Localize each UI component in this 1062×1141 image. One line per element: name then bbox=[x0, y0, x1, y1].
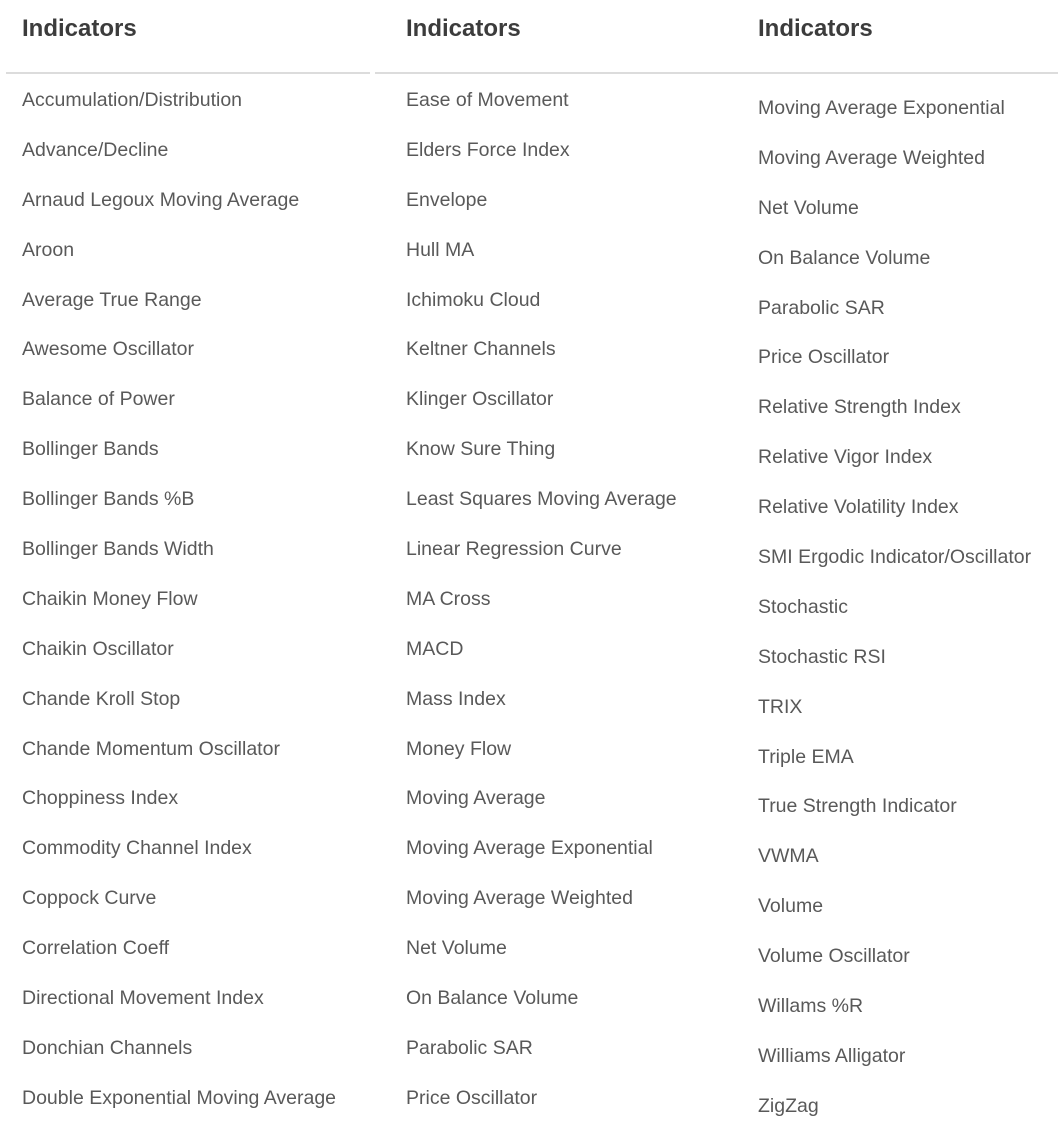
indicator-item[interactable]: Triple EMA bbox=[758, 745, 854, 768]
indicator-item[interactable]: Bollinger Bands Width bbox=[22, 538, 214, 561]
indicator-item[interactable]: Average True Range bbox=[22, 288, 202, 311]
panel-title: Indicators bbox=[406, 15, 521, 42]
indicator-item[interactable]: Chaikin Money Flow bbox=[22, 587, 198, 610]
indicator-item[interactable]: Correlation Coeff bbox=[22, 937, 170, 960]
indicator-item[interactable]: Price Oscillator bbox=[406, 1086, 538, 1109]
indicator-item[interactable]: Double Exponential Moving Average bbox=[22, 1086, 337, 1109]
indicator-item[interactable]: Chaikin Oscillator bbox=[22, 637, 174, 660]
indicator-list bbox=[758, 93, 1031, 1141]
panel-title: Indicators bbox=[758, 15, 873, 42]
indicator-item[interactable]: Williams Alligator bbox=[758, 1044, 906, 1067]
indicator-item[interactable]: Bollinger Bands bbox=[22, 438, 159, 461]
indicator-item[interactable]: Accumulation/Distribution bbox=[22, 89, 243, 111]
indicator-list bbox=[406, 85, 677, 1133]
indicator-item[interactable]: ZigZag bbox=[758, 1094, 819, 1117]
indicator-item[interactable]: Ichimoku Cloud bbox=[406, 288, 541, 311]
indicator-item[interactable]: Net Volume bbox=[406, 937, 507, 960]
indicator-item[interactable]: SMI Ergodic Indicator/Oscillator bbox=[758, 546, 1032, 569]
panel-title: Indicators bbox=[22, 15, 137, 42]
indicator-item[interactable]: Relative Volatility Index bbox=[758, 496, 959, 519]
indicator-item[interactable]: Volume bbox=[758, 895, 824, 918]
indicator-item[interactable]: Net Volume bbox=[758, 196, 859, 219]
indicator-item[interactable]: Advance/Decline bbox=[22, 138, 169, 161]
indicator-item[interactable]: Envelope bbox=[406, 188, 488, 211]
indicator-item[interactable]: Moving Average Exponential bbox=[406, 837, 653, 860]
indicator-item[interactable]: Moving Average Exponential bbox=[758, 97, 1005, 119]
indicator-item[interactable]: Balance of Power bbox=[22, 388, 175, 411]
indicator-item[interactable]: Aroon bbox=[22, 238, 75, 261]
indicator-item[interactable]: Klinger Oscillator bbox=[406, 388, 554, 411]
indicator-item[interactable]: Keltner Channels bbox=[406, 338, 556, 361]
indicator-item[interactable]: On Balance Volume bbox=[758, 246, 931, 269]
indicator-item[interactable]: Elders Force Index bbox=[406, 138, 570, 161]
indicator-item[interactable]: MACD bbox=[406, 637, 464, 660]
indicator-item[interactable]: Awesome Oscillator bbox=[22, 338, 194, 361]
indicator-item[interactable]: Bollinger Bands %B bbox=[22, 488, 195, 511]
indicator-item[interactable]: Know Sure Thing bbox=[406, 438, 556, 461]
indicator-item[interactable]: Chande Momentum Oscillator bbox=[22, 737, 280, 760]
indicator-item[interactable]: Stochastic bbox=[758, 595, 848, 618]
indicator-item[interactable]: Volume Oscillator bbox=[758, 945, 910, 968]
divider bbox=[726, 72, 1058, 74]
indicator-item[interactable]: Moving Average Weighted bbox=[758, 146, 985, 169]
indicator-item[interactable]: VWMA bbox=[758, 845, 819, 868]
indicator-item[interactable]: Relative Vigor Index bbox=[758, 446, 933, 469]
indicator-item[interactable]: Price Oscillator bbox=[758, 346, 890, 369]
indicator-item[interactable]: True Strength Indicator bbox=[758, 795, 957, 818]
indicator-item[interactable]: Arnaud Legoux Moving Average bbox=[22, 188, 300, 211]
indicator-item[interactable]: Relative Strength Index bbox=[758, 396, 961, 419]
divider bbox=[375, 72, 727, 74]
indicator-item[interactable]: Chande Kroll Stop bbox=[22, 687, 181, 710]
indicator-item[interactable]: Donchian Channels bbox=[22, 1036, 193, 1059]
indicator-item[interactable]: Parabolic SAR bbox=[758, 296, 885, 319]
indicator-item[interactable]: MA Cross bbox=[406, 587, 491, 610]
indicator-item[interactable]: Mass Index bbox=[406, 687, 506, 710]
indicator-item[interactable]: Commodity Channel Index bbox=[22, 837, 252, 860]
indicator-item[interactable]: Linear Regression Curve bbox=[406, 538, 622, 561]
indicator-item[interactable]: Coppock Curve bbox=[22, 887, 157, 910]
indicator-item[interactable]: Money Flow bbox=[406, 737, 512, 760]
indicator-list bbox=[22, 85, 336, 1133]
indicator-item[interactable]: Moving Average Weighted bbox=[406, 887, 633, 910]
indicator-item[interactable]: Least Squares Moving Average bbox=[406, 488, 677, 511]
indicator-item[interactable]: Choppiness Index bbox=[22, 787, 179, 810]
indicator-item[interactable]: Willams %R bbox=[758, 995, 864, 1018]
indicator-item[interactable]: On Balance Volume bbox=[406, 987, 579, 1010]
divider bbox=[6, 72, 370, 74]
indicator-item[interactable]: Moving Average bbox=[406, 787, 546, 810]
indicator-item[interactable]: TRIX bbox=[758, 695, 803, 718]
indicator-item[interactable]: Parabolic SAR bbox=[406, 1036, 533, 1059]
indicator-item[interactable]: Hull MA bbox=[406, 238, 475, 261]
indicator-item[interactable]: Stochastic RSI bbox=[758, 645, 886, 668]
indicator-item[interactable]: Directional Movement Index bbox=[22, 987, 264, 1010]
indicator-item[interactable]: Ease of Movement bbox=[406, 89, 569, 111]
